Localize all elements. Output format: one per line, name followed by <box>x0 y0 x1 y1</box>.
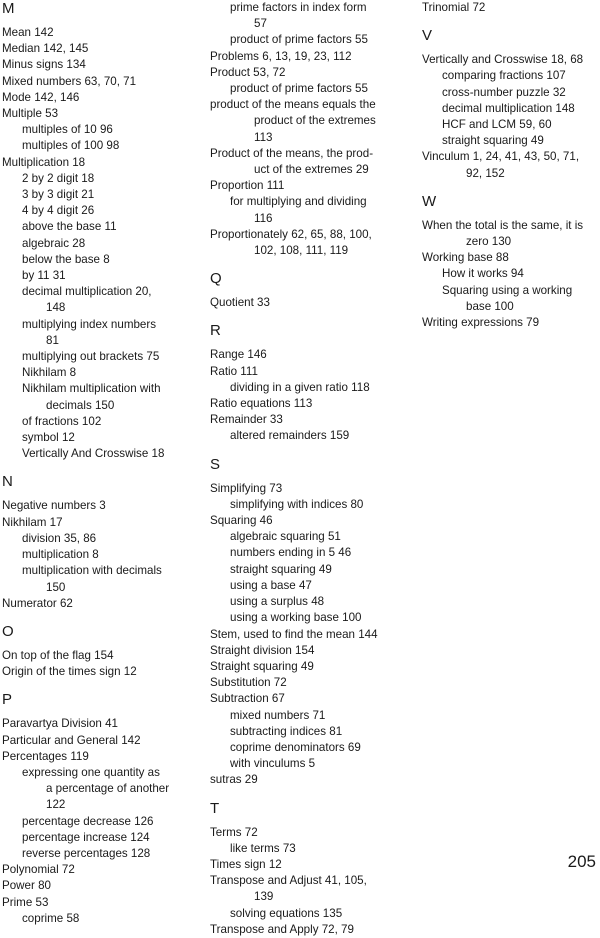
index-entry: Numerator 62 <box>2 596 73 610</box>
index-subentry: dividing in a given ratio 118 <box>230 380 370 394</box>
index-subentry: altered remainders 159 <box>230 429 350 443</box>
index-subentry: Vertically And Crosswise 18 <box>22 447 165 461</box>
index-entry: sutras 29 <box>210 773 258 787</box>
index-entry: Terms 72 <box>210 825 258 839</box>
index-subentry: 122 <box>46 798 66 812</box>
index-entry: Substitution 72 <box>210 676 287 690</box>
section-letter-heading: T <box>210 799 220 817</box>
index-subentry: for multiplying and dividing <box>230 195 367 209</box>
index-entry: Multiple 53 <box>2 107 59 121</box>
section-letter-heading: O <box>2 622 14 640</box>
index-entry: Times sign 12 <box>210 857 282 871</box>
index-subentry: base 100 <box>466 299 514 313</box>
index-entry: Multiplication 18 <box>2 155 86 169</box>
index-subentry: How it works 94 <box>442 267 524 281</box>
index-subentry: using a base 47 <box>230 578 312 592</box>
index-entry: Vertically and Crosswise 18, 68 <box>422 53 584 67</box>
index-subentry: using a working base 100 <box>230 611 362 625</box>
index-subentry: 81 <box>46 333 59 347</box>
index-subentry: solving equations 135 <box>230 906 343 920</box>
index-subentry: decimal multiplication 20, <box>22 285 152 299</box>
index-entry: Product of the means, the prod- <box>210 146 374 160</box>
index-entry: Quotient 33 <box>210 296 270 310</box>
index-entry: Median 142, 145 <box>2 42 89 56</box>
index-entry: product of the means equals the <box>210 98 376 112</box>
index-subentry: Nikhilam multiplication with <box>22 382 161 396</box>
index-subentry: 113 <box>254 130 273 144</box>
section-letter-heading: W <box>422 192 437 210</box>
index-subentry: symbol 12 <box>22 431 75 445</box>
index-subentry: comparing fractions 107 <box>442 69 566 83</box>
index-subentry: multiples of 10 96 <box>22 123 113 137</box>
index-subentry: Squaring using a working <box>442 283 573 297</box>
index-entry: Subtraction 67 <box>210 692 285 706</box>
index-entry: Negative numbers 3 <box>2 499 106 513</box>
index-subentry: 2 by 2 digit 18 <box>22 171 95 185</box>
index-entry: Straight squaring 49 <box>210 659 314 673</box>
index-entry: Proportionately 62, 65, 88, 100, <box>210 227 372 241</box>
index-subentry: prime factors in index form <box>230 1 367 14</box>
index-subentry: like terms 73 <box>230 841 296 855</box>
index-entry: Mean 142 <box>2 26 54 39</box>
index-subentry: 150 <box>46 580 66 594</box>
index-subentry: decimal multiplication 148 <box>442 101 575 115</box>
index-entry: Stem, used to find the mean 144 <box>210 627 378 641</box>
index-subentry: uct of the extremes 29 <box>254 163 369 177</box>
index-subentry: numbers ending in 5 46 <box>230 546 352 560</box>
index-entry: Percentages 119 <box>2 749 89 763</box>
index-subentry: Nikhilam 8 <box>22 366 77 380</box>
index-subentry: coprime denominators 69 <box>230 740 361 754</box>
index-subentry: cross-number puzzle 32 <box>442 85 566 99</box>
index-subentry: zero 130 <box>466 235 512 249</box>
index-subentry: 4 by 4 digit 26 <box>22 204 95 218</box>
index-subentry: multiplication 8 <box>22 548 99 562</box>
section-letter-heading: P <box>2 691 13 709</box>
index-entry: Vinculum 1, 24, 41, 43, 50, 71, <box>422 150 580 164</box>
index-column-2 <box>210 0 405 938</box>
index-entry: Trinomial 72 <box>422 1 486 14</box>
index-subentry: multiples of 100 98 <box>22 139 120 153</box>
section-letter-heading: N <box>2 473 13 491</box>
index-subentry: 92, 152 <box>466 166 505 180</box>
index-entry: Transpose and Apply 72, 79 <box>210 922 354 936</box>
index-entry: Simplifying 73 <box>210 481 283 495</box>
index-subentry: multiplying out brackets 75 <box>22 350 160 364</box>
index-subentry: with vinculums 5 <box>230 757 316 771</box>
index-entry: Squaring 46 <box>210 514 273 528</box>
index-entry: Paravartya Division 41 <box>2 717 118 731</box>
index-subentry: 57 <box>254 17 267 31</box>
index-entry: Mixed numbers 63, 70, 71 <box>2 74 137 88</box>
index-subentry: decimals 150 <box>46 398 115 412</box>
index-subentry: product of prime factors 55 <box>230 33 368 47</box>
index-subentry: multiplying index numbers <box>22 317 157 331</box>
index-subentry: product of the extremes <box>254 114 376 128</box>
index-subentry: coprime 58 <box>22 911 80 925</box>
index-entry: Origin of the times sign 12 <box>2 665 137 679</box>
index-subentry: 3 by 3 digit 21 <box>22 188 95 202</box>
index-entry: Range 146 <box>210 348 267 362</box>
index-subentry: mixed numbers 71 <box>230 708 326 722</box>
index-column-1 <box>2 0 202 927</box>
index-subentry: subtracting indices 81 <box>230 724 343 738</box>
index-subentry: expressing one quantity as <box>22 765 160 779</box>
index-entry: Power 80 <box>2 879 51 893</box>
index-subentry: 148 <box>46 301 66 315</box>
section-letter-heading: Q <box>210 270 222 288</box>
index-subentry: below the base 8 <box>22 252 110 266</box>
section-letter-heading: R <box>210 322 221 340</box>
section-letter-heading: V <box>422 27 433 45</box>
index-entry: On top of the flag 154 <box>2 648 114 662</box>
index-entry: Transpose and Adjust 41, 105, <box>210 874 367 888</box>
index-subentry: 139 <box>254 890 274 904</box>
index-subentry: a percentage of another <box>46 782 170 796</box>
index-entry: Particular and General 142 <box>2 733 141 747</box>
index-entry: When the total is the same, it is <box>422 218 584 232</box>
index-entry: Mode 142, 146 <box>2 90 80 104</box>
index-subentry: using a surplus 48 <box>230 595 325 609</box>
index-subentry: percentage decrease 126 <box>22 814 154 828</box>
index-subentry: multiplication with decimals <box>22 564 162 578</box>
index-entry: Ratio equations 113 <box>210 397 313 411</box>
index-entry: Prime 53 <box>2 895 49 909</box>
index-subentry: 116 <box>254 211 273 225</box>
index-subentry: division 35, 86 <box>22 531 97 545</box>
index-subentry: reverse percentages 128 <box>22 846 151 860</box>
index-entry: Polynomial 72 <box>2 863 75 877</box>
index-subentry: HCF and LCM 59, 60 <box>442 118 552 132</box>
index-entry: Ratio 111 <box>210 364 258 378</box>
index-subentry: percentage increase 124 <box>22 830 150 844</box>
index-subentry: simplifying with indices 80 <box>230 497 364 511</box>
index-subentry: algebraic squaring 51 <box>230 530 341 544</box>
index-entry: Minus signs 134 <box>2 58 86 72</box>
page-number: 205 <box>567 852 596 871</box>
index-entry: Writing expressions 79 <box>422 316 540 330</box>
index-entry: Problems 6, 13, 19, 23, 112 <box>210 49 352 63</box>
index-subentry: 102, 108, 111, 119 <box>254 244 349 258</box>
index-entry: Product 53, 72 <box>210 65 286 79</box>
index-subentry: algebraic 28 <box>22 236 86 250</box>
index-entry: Proportion 111 <box>210 179 285 193</box>
index-subentry: of fractions 102 <box>22 414 102 428</box>
index-entry: Straight division 154 <box>210 643 315 657</box>
section-letter-heading: S <box>210 455 221 473</box>
index-subentry: straight squaring 49 <box>230 562 332 576</box>
index-entry: Remainder 33 <box>210 413 283 427</box>
index-subentry: straight squaring 49 <box>442 134 544 148</box>
section-letter-heading: M <box>2 0 15 17</box>
index-subentry: above the base 11 <box>22 220 117 234</box>
index-column-3 <box>422 0 600 331</box>
index-entry: Working base 88 <box>422 251 509 265</box>
index-entry: Nikhilam 17 <box>2 515 63 529</box>
index-subentry: product of prime factors 55 <box>230 82 368 96</box>
index-subentry: by 11 31 <box>22 269 66 283</box>
